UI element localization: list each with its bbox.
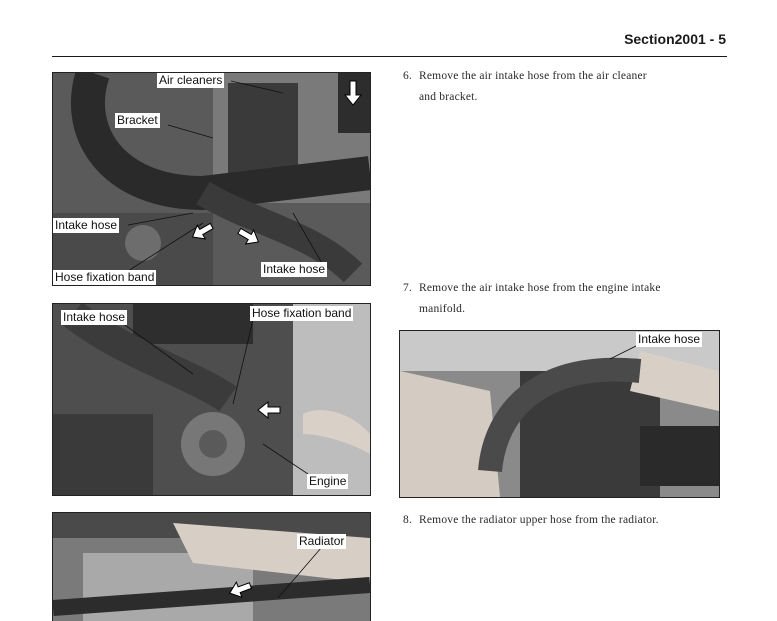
- step-6: [403, 66, 723, 108]
- label-intake-hose: Intake hose: [55, 218, 118, 232]
- photo-air-cleaner-image: [53, 73, 370, 285]
- label-air-cleaners: Air cleaners: [159, 73, 223, 87]
- step-8: [403, 510, 733, 531]
- label-intake-hose-2: Intake hose: [263, 262, 326, 276]
- step-6-number: 6.: [403, 70, 413, 82]
- photo-engine-intake-image: [53, 304, 370, 495]
- photo-radiator: [52, 512, 371, 621]
- step-7: [403, 278, 723, 320]
- label-hose-fixation-band: Hose fixation band: [252, 306, 352, 320]
- photo-removed-hose: [399, 330, 720, 498]
- step-8-line1: Remove the radiator upper hose from the radiator.: [419, 514, 659, 526]
- photo-radiator-image: [53, 513, 370, 621]
- label-bracket: Bracket: [117, 113, 158, 127]
- label-engine: Engine: [309, 474, 347, 488]
- step-7-number: 7.: [403, 282, 413, 294]
- step-7-line2: manifold.: [419, 303, 466, 315]
- photo-air-cleaner: [52, 72, 371, 286]
- header-rule: [52, 56, 727, 57]
- step-6-line2: and bracket.: [419, 91, 478, 103]
- photo-removed-hose-image: [400, 331, 719, 497]
- step-7-line1: Remove the air intake hose from the engine intake: [419, 282, 661, 294]
- step-8-number: 8.: [403, 514, 413, 526]
- label-hose-fixation-band: Hose fixation band: [55, 270, 155, 284]
- label-intake-hose: Intake hose: [638, 332, 701, 346]
- label-intake-hose: Intake hose: [63, 310, 126, 324]
- label-radiator: Radiator: [299, 534, 345, 548]
- step-6-line1: Remove the air intake hose from the air cleaner: [419, 70, 647, 82]
- photo-engine-intake: [52, 303, 371, 496]
- section-header: Section2001 - 5: [624, 31, 726, 47]
